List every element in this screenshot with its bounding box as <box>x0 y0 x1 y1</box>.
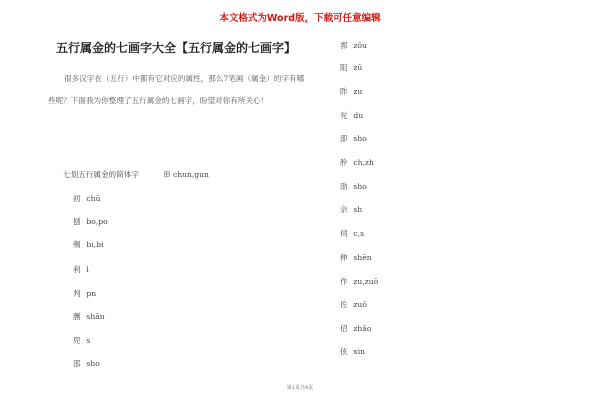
pinyin: zu,zuō <box>353 277 379 286</box>
pinyin: chū <box>86 194 101 203</box>
list-item <box>73 358 100 369</box>
section-heading-label: 七划五行属金的简体字 <box>63 170 139 179</box>
list-item <box>340 323 371 334</box>
list-item <box>73 311 105 322</box>
pinyin: sho <box>353 134 367 143</box>
list-item <box>73 335 90 346</box>
list-item <box>340 133 367 144</box>
list-item <box>340 181 367 192</box>
pinyin: s <box>86 336 91 345</box>
character: 劭 <box>340 182 348 191</box>
pinyin: bo,po <box>86 217 108 226</box>
list-item <box>73 193 100 204</box>
character: 佐 <box>340 300 348 309</box>
list-item <box>340 40 367 51</box>
list-item <box>340 110 363 121</box>
pinyin: du <box>353 111 364 120</box>
pinyin: shēn <box>353 253 372 262</box>
character: 佘 <box>340 205 348 214</box>
character: 伺 <box>340 229 348 238</box>
list-item <box>340 157 374 168</box>
pinyin: shān <box>86 312 105 321</box>
pinyin: c,s <box>353 229 364 238</box>
character: 伭 <box>340 347 348 356</box>
list-item <box>340 299 367 310</box>
list-item <box>340 86 362 97</box>
pinyin: pn <box>86 289 97 298</box>
character: 郛 <box>340 41 348 50</box>
pinyin: zuō <box>353 300 367 309</box>
character: 刨 <box>73 217 81 226</box>
document-banner: 本文格式为Word版，下载可任意编辑 <box>219 13 381 24</box>
character: 初 <box>73 194 81 203</box>
list-item <box>340 62 362 73</box>
list-item <box>73 264 89 275</box>
character: 肸 <box>340 158 348 167</box>
character: 佋 <box>340 324 348 333</box>
character: 兊 <box>340 111 348 120</box>
list-item <box>340 346 365 357</box>
character: 阻 <box>340 63 348 72</box>
section-heading <box>63 169 209 180</box>
pinyin: zu <box>353 87 363 96</box>
document-title: 五行属金的七画字大全【五行属金的七画字】 <box>56 41 297 55</box>
pinyin: sho <box>353 182 367 191</box>
section-heading-ref: 串 chun,gun <box>162 170 209 179</box>
character: 作 <box>340 277 348 286</box>
character: 兕 <box>73 336 81 345</box>
pinyin: l <box>86 265 89 274</box>
character: 判 <box>73 289 81 298</box>
character: 删 <box>73 312 81 321</box>
list-item <box>340 276 378 287</box>
list-item <box>73 288 96 299</box>
pinyin: bi,bi <box>86 240 104 249</box>
pinyin: sh <box>353 205 363 214</box>
character: 利 <box>73 265 81 274</box>
pinyin: ch,zh <box>353 158 374 167</box>
character: 邵 <box>73 359 81 368</box>
character: 卲 <box>340 134 348 143</box>
pinyin: zū <box>353 63 363 72</box>
intro-paragraph: 很多汉字在（五行）中都有它对应的属性，那么7笔画（属金）的字有哪些呢？下面我为你整理了五行属金的七画字，盼望对你有所关心！ <box>48 74 305 105</box>
pinyin: xin <box>353 347 366 356</box>
character: 伸 <box>340 253 348 262</box>
character: 刜 <box>73 240 81 249</box>
list-item <box>73 239 103 250</box>
pinyin: sho <box>86 359 100 368</box>
list-item <box>340 204 362 215</box>
list-item <box>340 252 372 263</box>
pinyin: zhāo <box>353 324 372 333</box>
page-footer: 第1页共4页 <box>286 385 314 391</box>
list-item <box>73 216 108 227</box>
pinyin: zōu <box>353 41 367 50</box>
list-item <box>340 228 364 239</box>
character: 阼 <box>340 87 348 96</box>
